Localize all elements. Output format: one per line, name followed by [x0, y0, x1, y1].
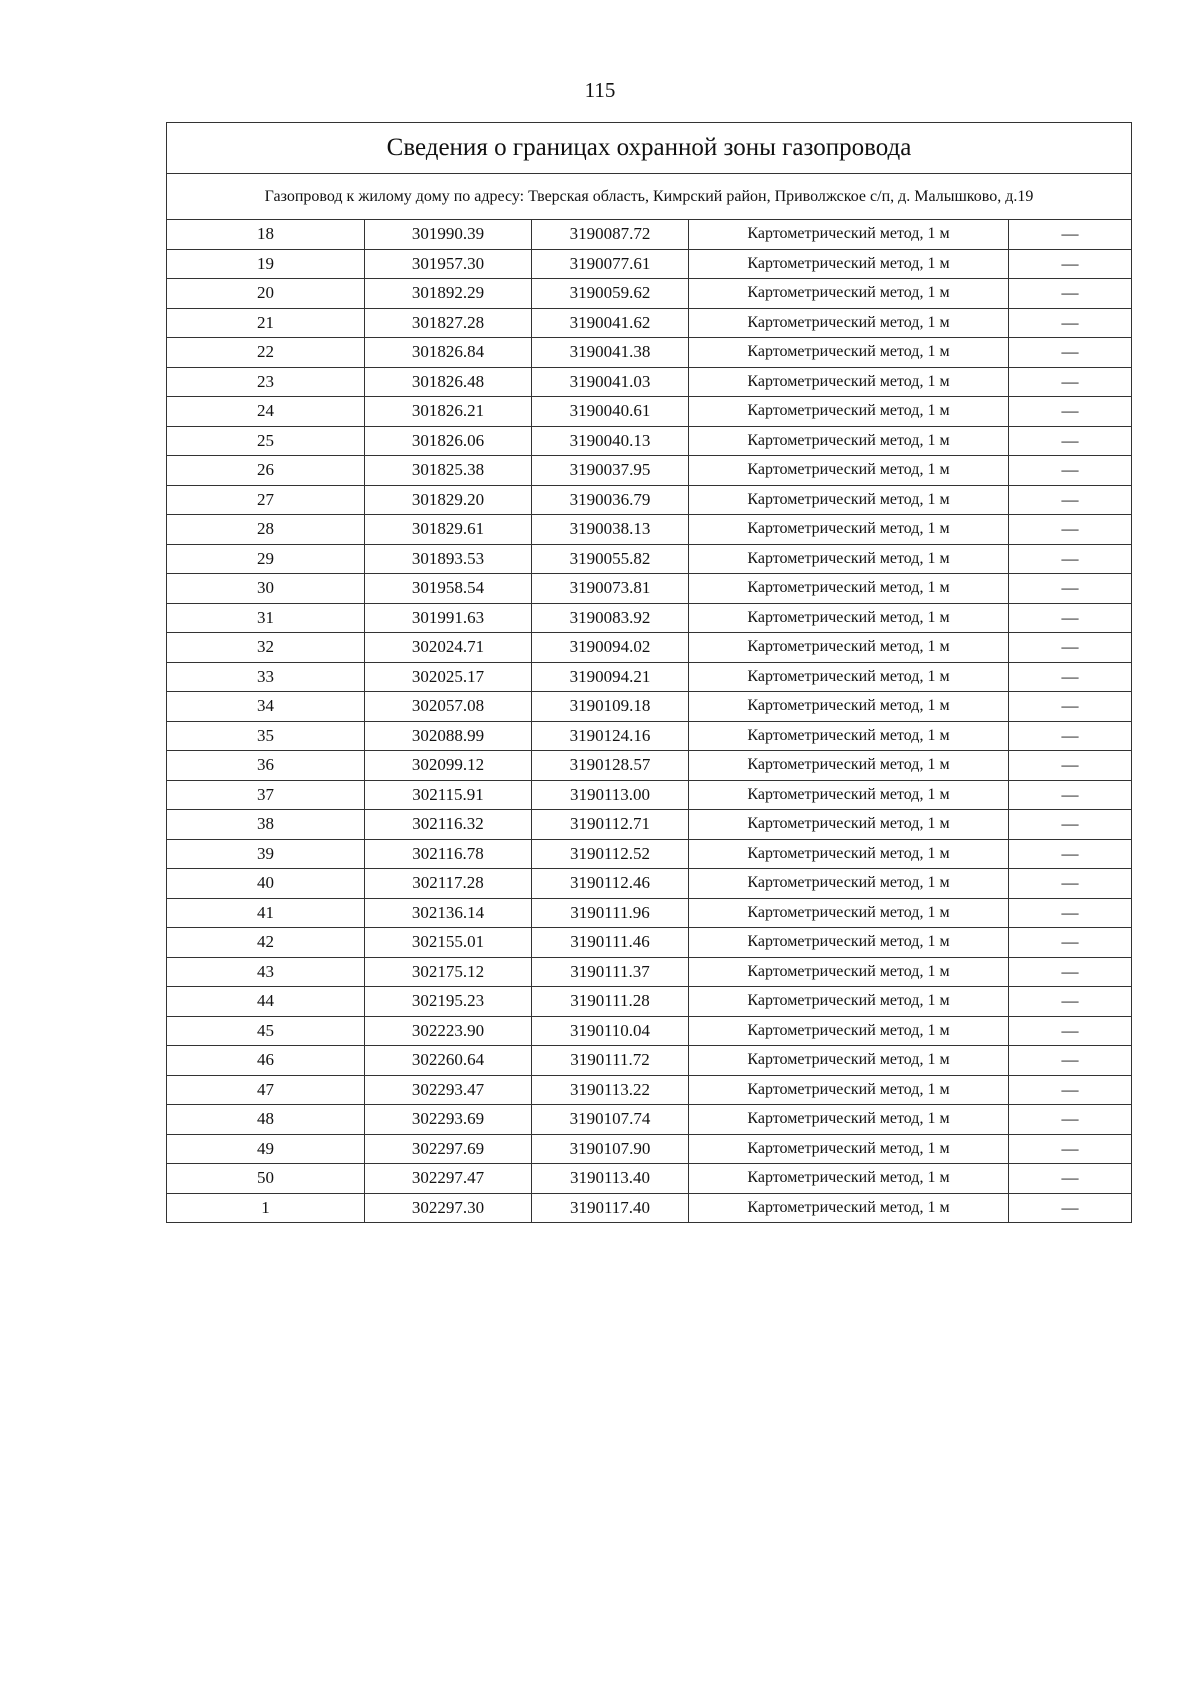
- method-cell: Картометрический метод, 1 м: [689, 279, 1009, 309]
- table-row: [167, 869, 1132, 899]
- boundary-coordinates-table: [166, 122, 1132, 1223]
- coordinate-y-cell: 3190110.04: [532, 1016, 689, 1046]
- coordinate-x-cell: 302116.78: [365, 839, 532, 869]
- coordinate-y-cell: 3190041.03: [532, 367, 689, 397]
- point-number-cell: 43: [167, 957, 365, 987]
- note-cell: —: [1009, 987, 1132, 1017]
- note-cell: —: [1009, 869, 1132, 899]
- coordinate-y-cell: 3190037.95: [532, 456, 689, 486]
- point-number-cell: 42: [167, 928, 365, 958]
- note-cell: —: [1009, 338, 1132, 368]
- coordinate-y-cell: 3190112.71: [532, 810, 689, 840]
- coordinate-y-cell: 3190040.13: [532, 426, 689, 456]
- note-cell: —: [1009, 1016, 1132, 1046]
- method-cell: Картометрический метод, 1 м: [689, 780, 1009, 810]
- coordinate-x-cell: 302117.28: [365, 869, 532, 899]
- method-cell: Картометрический метод, 1 м: [689, 957, 1009, 987]
- point-number-cell: 46: [167, 1046, 365, 1076]
- coordinate-y-cell: 3190094.02: [532, 633, 689, 663]
- method-cell: Картометрический метод, 1 м: [689, 1134, 1009, 1164]
- point-number-cell: 29: [167, 544, 365, 574]
- method-cell: Картометрический метод, 1 м: [689, 220, 1009, 250]
- note-cell: —: [1009, 1164, 1132, 1194]
- note-cell: —: [1009, 485, 1132, 515]
- point-number-cell: 35: [167, 721, 365, 751]
- method-cell: Картометрический метод, 1 м: [689, 839, 1009, 869]
- coordinate-y-cell: 3190107.74: [532, 1105, 689, 1135]
- table-row: [167, 1016, 1132, 1046]
- coordinate-y-cell: 3190107.90: [532, 1134, 689, 1164]
- table-row: [167, 898, 1132, 928]
- page-number: 115: [584, 78, 616, 102]
- note-cell: —: [1009, 839, 1132, 869]
- method-cell: Картометрический метод, 1 м: [689, 456, 1009, 486]
- coordinate-y-cell: 3190111.46: [532, 928, 689, 958]
- table-row: [167, 987, 1132, 1017]
- point-number-cell: 36: [167, 751, 365, 781]
- method-cell: Картометрический метод, 1 м: [689, 633, 1009, 663]
- note-cell: —: [1009, 1046, 1132, 1076]
- coordinate-y-cell: 3190073.81: [532, 574, 689, 604]
- note-cell: —: [1009, 279, 1132, 309]
- table-row: [167, 1193, 1132, 1223]
- table-row: [167, 515, 1132, 545]
- coordinate-y-cell: 3190059.62: [532, 279, 689, 309]
- note-cell: —: [1009, 1105, 1132, 1135]
- coordinate-y-cell: 3190087.72: [532, 220, 689, 250]
- coordinate-y-cell: 3190094.21: [532, 662, 689, 692]
- point-number-cell: 21: [167, 308, 365, 338]
- coordinate-y-cell: 3190111.28: [532, 987, 689, 1017]
- method-cell: Картометрический метод, 1 м: [689, 1193, 1009, 1223]
- coordinate-y-cell: 3190041.62: [532, 308, 689, 338]
- coordinate-y-cell: 3190113.22: [532, 1075, 689, 1105]
- coordinate-x-cell: 302155.01: [365, 928, 532, 958]
- coordinate-x-cell: 301827.28: [365, 308, 532, 338]
- table-row: [167, 957, 1132, 987]
- title-row: [167, 123, 1132, 174]
- method-cell: Картометрический метод, 1 м: [689, 338, 1009, 368]
- table-row: [167, 279, 1132, 309]
- method-cell: Картометрический метод, 1 м: [689, 721, 1009, 751]
- method-cell: Картометрический метод, 1 м: [689, 898, 1009, 928]
- coordinate-y-cell: 3190036.79: [532, 485, 689, 515]
- coordinate-x-cell: 302057.08: [365, 692, 532, 722]
- coordinate-x-cell: 301829.20: [365, 485, 532, 515]
- point-number-cell: 20: [167, 279, 365, 309]
- table-row: [167, 485, 1132, 515]
- method-cell: Картометрический метод, 1 м: [689, 987, 1009, 1017]
- coordinate-x-cell: 302297.47: [365, 1164, 532, 1194]
- coordinate-y-cell: 3190112.52: [532, 839, 689, 869]
- method-cell: Картометрический метод, 1 м: [689, 1016, 1009, 1046]
- table-row: [167, 1105, 1132, 1135]
- point-number-cell: 27: [167, 485, 365, 515]
- coordinate-x-cell: 301893.53: [365, 544, 532, 574]
- coordinate-x-cell: 301826.84: [365, 338, 532, 368]
- note-cell: —: [1009, 780, 1132, 810]
- coordinate-y-cell: 3190128.57: [532, 751, 689, 781]
- point-number-cell: 33: [167, 662, 365, 692]
- table-row: [167, 928, 1132, 958]
- coordinate-y-cell: 3190124.16: [532, 721, 689, 751]
- coordinate-x-cell: 301826.21: [365, 397, 532, 427]
- coordinate-x-cell: 302099.12: [365, 751, 532, 781]
- method-cell: Картометрический метод, 1 м: [689, 1164, 1009, 1194]
- method-cell: Картометрический метод, 1 м: [689, 1046, 1009, 1076]
- coordinate-x-cell: 302293.47: [365, 1075, 532, 1105]
- note-cell: —: [1009, 603, 1132, 633]
- method-cell: Картометрический метод, 1 м: [689, 810, 1009, 840]
- table-body: [167, 123, 1132, 1223]
- note-cell: —: [1009, 1193, 1132, 1223]
- note-cell: —: [1009, 898, 1132, 928]
- method-cell: Картометрический метод, 1 м: [689, 544, 1009, 574]
- note-cell: —: [1009, 426, 1132, 456]
- point-number-cell: 26: [167, 456, 365, 486]
- coordinate-y-cell: 3190111.72: [532, 1046, 689, 1076]
- table-row: [167, 662, 1132, 692]
- note-cell: —: [1009, 751, 1132, 781]
- table-row: [167, 574, 1132, 604]
- coordinate-x-cell: 302025.17: [365, 662, 532, 692]
- method-cell: Картометрический метод, 1 м: [689, 1105, 1009, 1135]
- point-number-cell: 48: [167, 1105, 365, 1135]
- coordinate-x-cell: 302115.91: [365, 780, 532, 810]
- coordinate-x-cell: 301826.06: [365, 426, 532, 456]
- coordinate-x-cell: 302195.23: [365, 987, 532, 1017]
- method-cell: Картометрический метод, 1 м: [689, 515, 1009, 545]
- coordinate-y-cell: 3190077.61: [532, 249, 689, 279]
- table-row: [167, 308, 1132, 338]
- note-cell: —: [1009, 456, 1132, 486]
- note-cell: —: [1009, 810, 1132, 840]
- method-cell: Картометрический метод, 1 м: [689, 869, 1009, 899]
- method-cell: Картометрический метод, 1 м: [689, 397, 1009, 427]
- table-row: [167, 397, 1132, 427]
- method-cell: Картометрический метод, 1 м: [689, 426, 1009, 456]
- coordinate-y-cell: 3190109.18: [532, 692, 689, 722]
- table-row: [167, 426, 1132, 456]
- point-number-cell: 25: [167, 426, 365, 456]
- point-number-cell: 50: [167, 1164, 365, 1194]
- point-number-cell: 22: [167, 338, 365, 368]
- point-number-cell: 41: [167, 898, 365, 928]
- point-number-cell: 34: [167, 692, 365, 722]
- note-cell: —: [1009, 1075, 1132, 1105]
- note-cell: —: [1009, 249, 1132, 279]
- point-number-cell: 32: [167, 633, 365, 663]
- subtitle-row: [167, 174, 1132, 220]
- coordinate-y-cell: 3190040.61: [532, 397, 689, 427]
- table-row: [167, 692, 1132, 722]
- coordinate-x-cell: 301991.63: [365, 603, 532, 633]
- note-cell: —: [1009, 544, 1132, 574]
- table-row: [167, 1134, 1132, 1164]
- note-cell: —: [1009, 957, 1132, 987]
- point-number-cell: 31: [167, 603, 365, 633]
- point-number-cell: 39: [167, 839, 365, 869]
- coordinate-x-cell: 302175.12: [365, 957, 532, 987]
- method-cell: Картометрический метод, 1 м: [689, 751, 1009, 781]
- coordinate-x-cell: 301826.48: [365, 367, 532, 397]
- note-cell: —: [1009, 574, 1132, 604]
- coordinate-x-cell: 302297.69: [365, 1134, 532, 1164]
- table-row: [167, 338, 1132, 368]
- coordinate-x-cell: 301990.39: [365, 220, 532, 250]
- coordinate-y-cell: 3190112.46: [532, 869, 689, 899]
- coordinate-x-cell: 302088.99: [365, 721, 532, 751]
- coordinate-y-cell: 3190055.82: [532, 544, 689, 574]
- method-cell: Картометрический метод, 1 м: [689, 485, 1009, 515]
- table-subtitle: Газопровод к жилому дому по адресу: Тверская область, Кимрский район, Приволжское с/п, д. Малышково, д.19: [167, 174, 1132, 220]
- note-cell: —: [1009, 721, 1132, 751]
- table-row: [167, 367, 1132, 397]
- table-row: [167, 721, 1132, 751]
- table-row: [167, 780, 1132, 810]
- point-number-cell: 47: [167, 1075, 365, 1105]
- note-cell: —: [1009, 662, 1132, 692]
- point-number-cell: 30: [167, 574, 365, 604]
- method-cell: Картометрический метод, 1 м: [689, 308, 1009, 338]
- method-cell: Картометрический метод, 1 м: [689, 367, 1009, 397]
- method-cell: Картометрический метод, 1 м: [689, 1075, 1009, 1105]
- point-number-cell: 37: [167, 780, 365, 810]
- table-row: [167, 633, 1132, 663]
- coordinate-x-cell: 302116.32: [365, 810, 532, 840]
- table-row: [167, 1075, 1132, 1105]
- note-cell: —: [1009, 928, 1132, 958]
- coordinate-x-cell: 301957.30: [365, 249, 532, 279]
- coordinate-x-cell: 302136.14: [365, 898, 532, 928]
- note-cell: —: [1009, 367, 1132, 397]
- table-row: [167, 544, 1132, 574]
- point-number-cell: 24: [167, 397, 365, 427]
- point-number-cell: 28: [167, 515, 365, 545]
- method-cell: Картометрический метод, 1 м: [689, 692, 1009, 722]
- point-number-cell: 1: [167, 1193, 365, 1223]
- note-cell: —: [1009, 1134, 1132, 1164]
- note-cell: —: [1009, 515, 1132, 545]
- coordinate-x-cell: 301829.61: [365, 515, 532, 545]
- coordinate-x-cell: 302024.71: [365, 633, 532, 663]
- coordinate-x-cell: 302260.64: [365, 1046, 532, 1076]
- table-row: [167, 249, 1132, 279]
- note-cell: —: [1009, 633, 1132, 663]
- table-row: [167, 603, 1132, 633]
- coordinate-x-cell: 302297.30: [365, 1193, 532, 1223]
- coordinate-x-cell: 301958.54: [365, 574, 532, 604]
- note-cell: —: [1009, 308, 1132, 338]
- method-cell: Картометрический метод, 1 м: [689, 249, 1009, 279]
- note-cell: —: [1009, 397, 1132, 427]
- point-number-cell: 44: [167, 987, 365, 1017]
- point-number-cell: 40: [167, 869, 365, 899]
- method-cell: Картометрический метод, 1 м: [689, 928, 1009, 958]
- table-title: Сведения о границах охранной зоны газопровода: [167, 123, 1132, 174]
- coordinate-y-cell: 3190117.40: [532, 1193, 689, 1223]
- table-row: [167, 810, 1132, 840]
- point-number-cell: 23: [167, 367, 365, 397]
- method-cell: Картометрический метод, 1 м: [689, 574, 1009, 604]
- table-row: [167, 456, 1132, 486]
- point-number-cell: 49: [167, 1134, 365, 1164]
- table-row: [167, 839, 1132, 869]
- coordinate-x-cell: 302223.90: [365, 1016, 532, 1046]
- coordinate-y-cell: 3190111.37: [532, 957, 689, 987]
- table-row: [167, 220, 1132, 250]
- table-row: [167, 1164, 1132, 1194]
- table-row: [167, 751, 1132, 781]
- coordinate-y-cell: 3190111.96: [532, 898, 689, 928]
- point-number-cell: 38: [167, 810, 365, 840]
- method-cell: Картометрический метод, 1 м: [689, 662, 1009, 692]
- coordinate-x-cell: 302293.69: [365, 1105, 532, 1135]
- point-number-cell: 45: [167, 1016, 365, 1046]
- method-cell: Картометрический метод, 1 м: [689, 603, 1009, 633]
- point-number-cell: 19: [167, 249, 365, 279]
- coordinate-x-cell: 301892.29: [365, 279, 532, 309]
- coordinate-y-cell: 3190113.00: [532, 780, 689, 810]
- coordinate-y-cell: 3190083.92: [532, 603, 689, 633]
- coordinate-y-cell: 3190038.13: [532, 515, 689, 545]
- note-cell: —: [1009, 220, 1132, 250]
- note-cell: —: [1009, 692, 1132, 722]
- coordinate-y-cell: 3190041.38: [532, 338, 689, 368]
- coordinate-y-cell: 3190113.40: [532, 1164, 689, 1194]
- coordinate-x-cell: 301825.38: [365, 456, 532, 486]
- table-row: [167, 1046, 1132, 1076]
- point-number-cell: 18: [167, 220, 365, 250]
